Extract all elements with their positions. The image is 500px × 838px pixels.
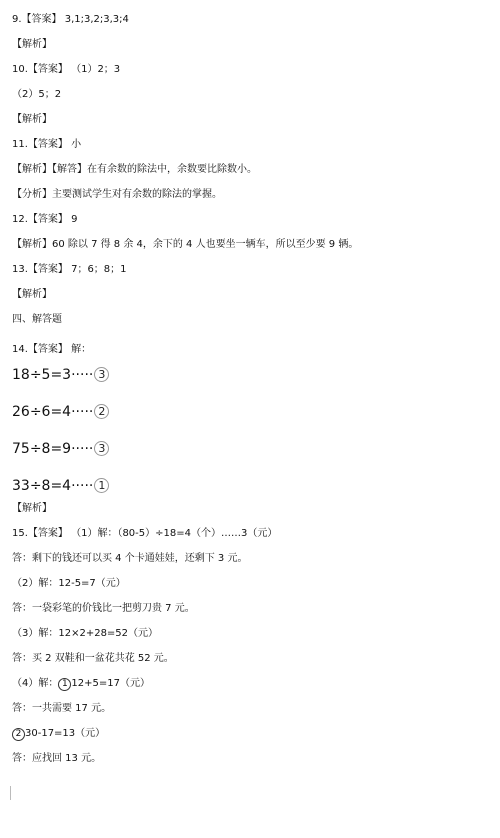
analysis-14: 【解析】 — [12, 503, 52, 514]
analysis-12: 【解析】60 除以 7 得 8 余 4，余下的 4 人也要坐一辆车，所以至少要 9 辆。 — [12, 239, 359, 250]
answer-15-part-2: （2）解：12-5=7（元） — [12, 578, 126, 589]
analysis-11-note: 【分析】主要测试学生对有余数的除法的掌握。 — [12, 189, 222, 200]
equation-text: 33÷8=4····· — [12, 478, 94, 494]
equation-4 — [12, 477, 109, 495]
page-corner-mark — [10, 786, 11, 800]
answer-11: 11.【答案】 小 — [12, 139, 82, 150]
part-4-step-1: 12+5=17（元） — [71, 678, 150, 689]
part-4-prefix: （4）解： — [12, 678, 59, 689]
circled-number-1: 1 — [58, 678, 71, 691]
answer-12: 12.【答案】 9 — [12, 214, 78, 225]
analysis-13: 【解析】 — [12, 289, 52, 300]
reply-15-part-1: 答：剩下的钱还可以买 4 个卡通娃娃，还剩下 3 元。 — [12, 553, 248, 564]
equation-text: 26÷6=4····· — [12, 404, 94, 420]
remainder-circle: 1 — [94, 478, 109, 493]
answer-10: 10.【答案】 （1）2；3 — [12, 64, 121, 75]
equation-text: 75÷8=9····· — [12, 441, 94, 457]
circled-number-2: 2 — [12, 728, 25, 741]
equation-3 — [12, 440, 109, 458]
equation-2 — [12, 403, 109, 421]
answer-15-part-3: （3）解：12×2+28=52（元） — [12, 628, 159, 639]
equation-1 — [12, 366, 109, 384]
part-4-step-2: 30-17=13（元） — [25, 728, 106, 739]
answer-14: 14.【答案】 解： — [12, 344, 92, 355]
analysis-9: 【解析】 — [12, 39, 52, 50]
section-heading: 四、解答题 — [12, 314, 62, 325]
analysis-11: 【解析】【解答】在有余数的除法中，余数要比除数小。 — [12, 164, 257, 175]
answer-13: 13.【答案】 7；6；8；1 — [12, 264, 127, 275]
reply-15-part-4-step-2: 答：应找回 13 元。 — [12, 753, 102, 764]
remainder-circle: 2 — [94, 404, 109, 419]
answer-15-part-4-step-2 — [12, 727, 105, 741]
equation-text: 18÷5=3····· — [12, 367, 94, 383]
remainder-circle: 3 — [94, 441, 109, 456]
remainder-circle: 3 — [94, 367, 109, 382]
answer-15-part-1: 15.【答案】 （1）解：（80-5）÷18=4（个）……3（元） — [12, 528, 278, 539]
analysis-10: 【解析】 — [12, 114, 52, 125]
answer-9: 9.【答案】 3,1;3,2;3,3;4 — [12, 14, 129, 25]
answer-15-part-4 — [12, 677, 150, 691]
reply-15-part-4-step-1: 答：一共需要 17 元。 — [12, 703, 112, 714]
answer-10-part-2: （2）5；2 — [12, 89, 62, 100]
reply-15-part-2: 答：一袋彩笔的价钱比一把剪刀贵 7 元。 — [12, 603, 195, 614]
reply-15-part-3: 答：买 2 双鞋和一盆花共花 52 元。 — [12, 653, 174, 664]
